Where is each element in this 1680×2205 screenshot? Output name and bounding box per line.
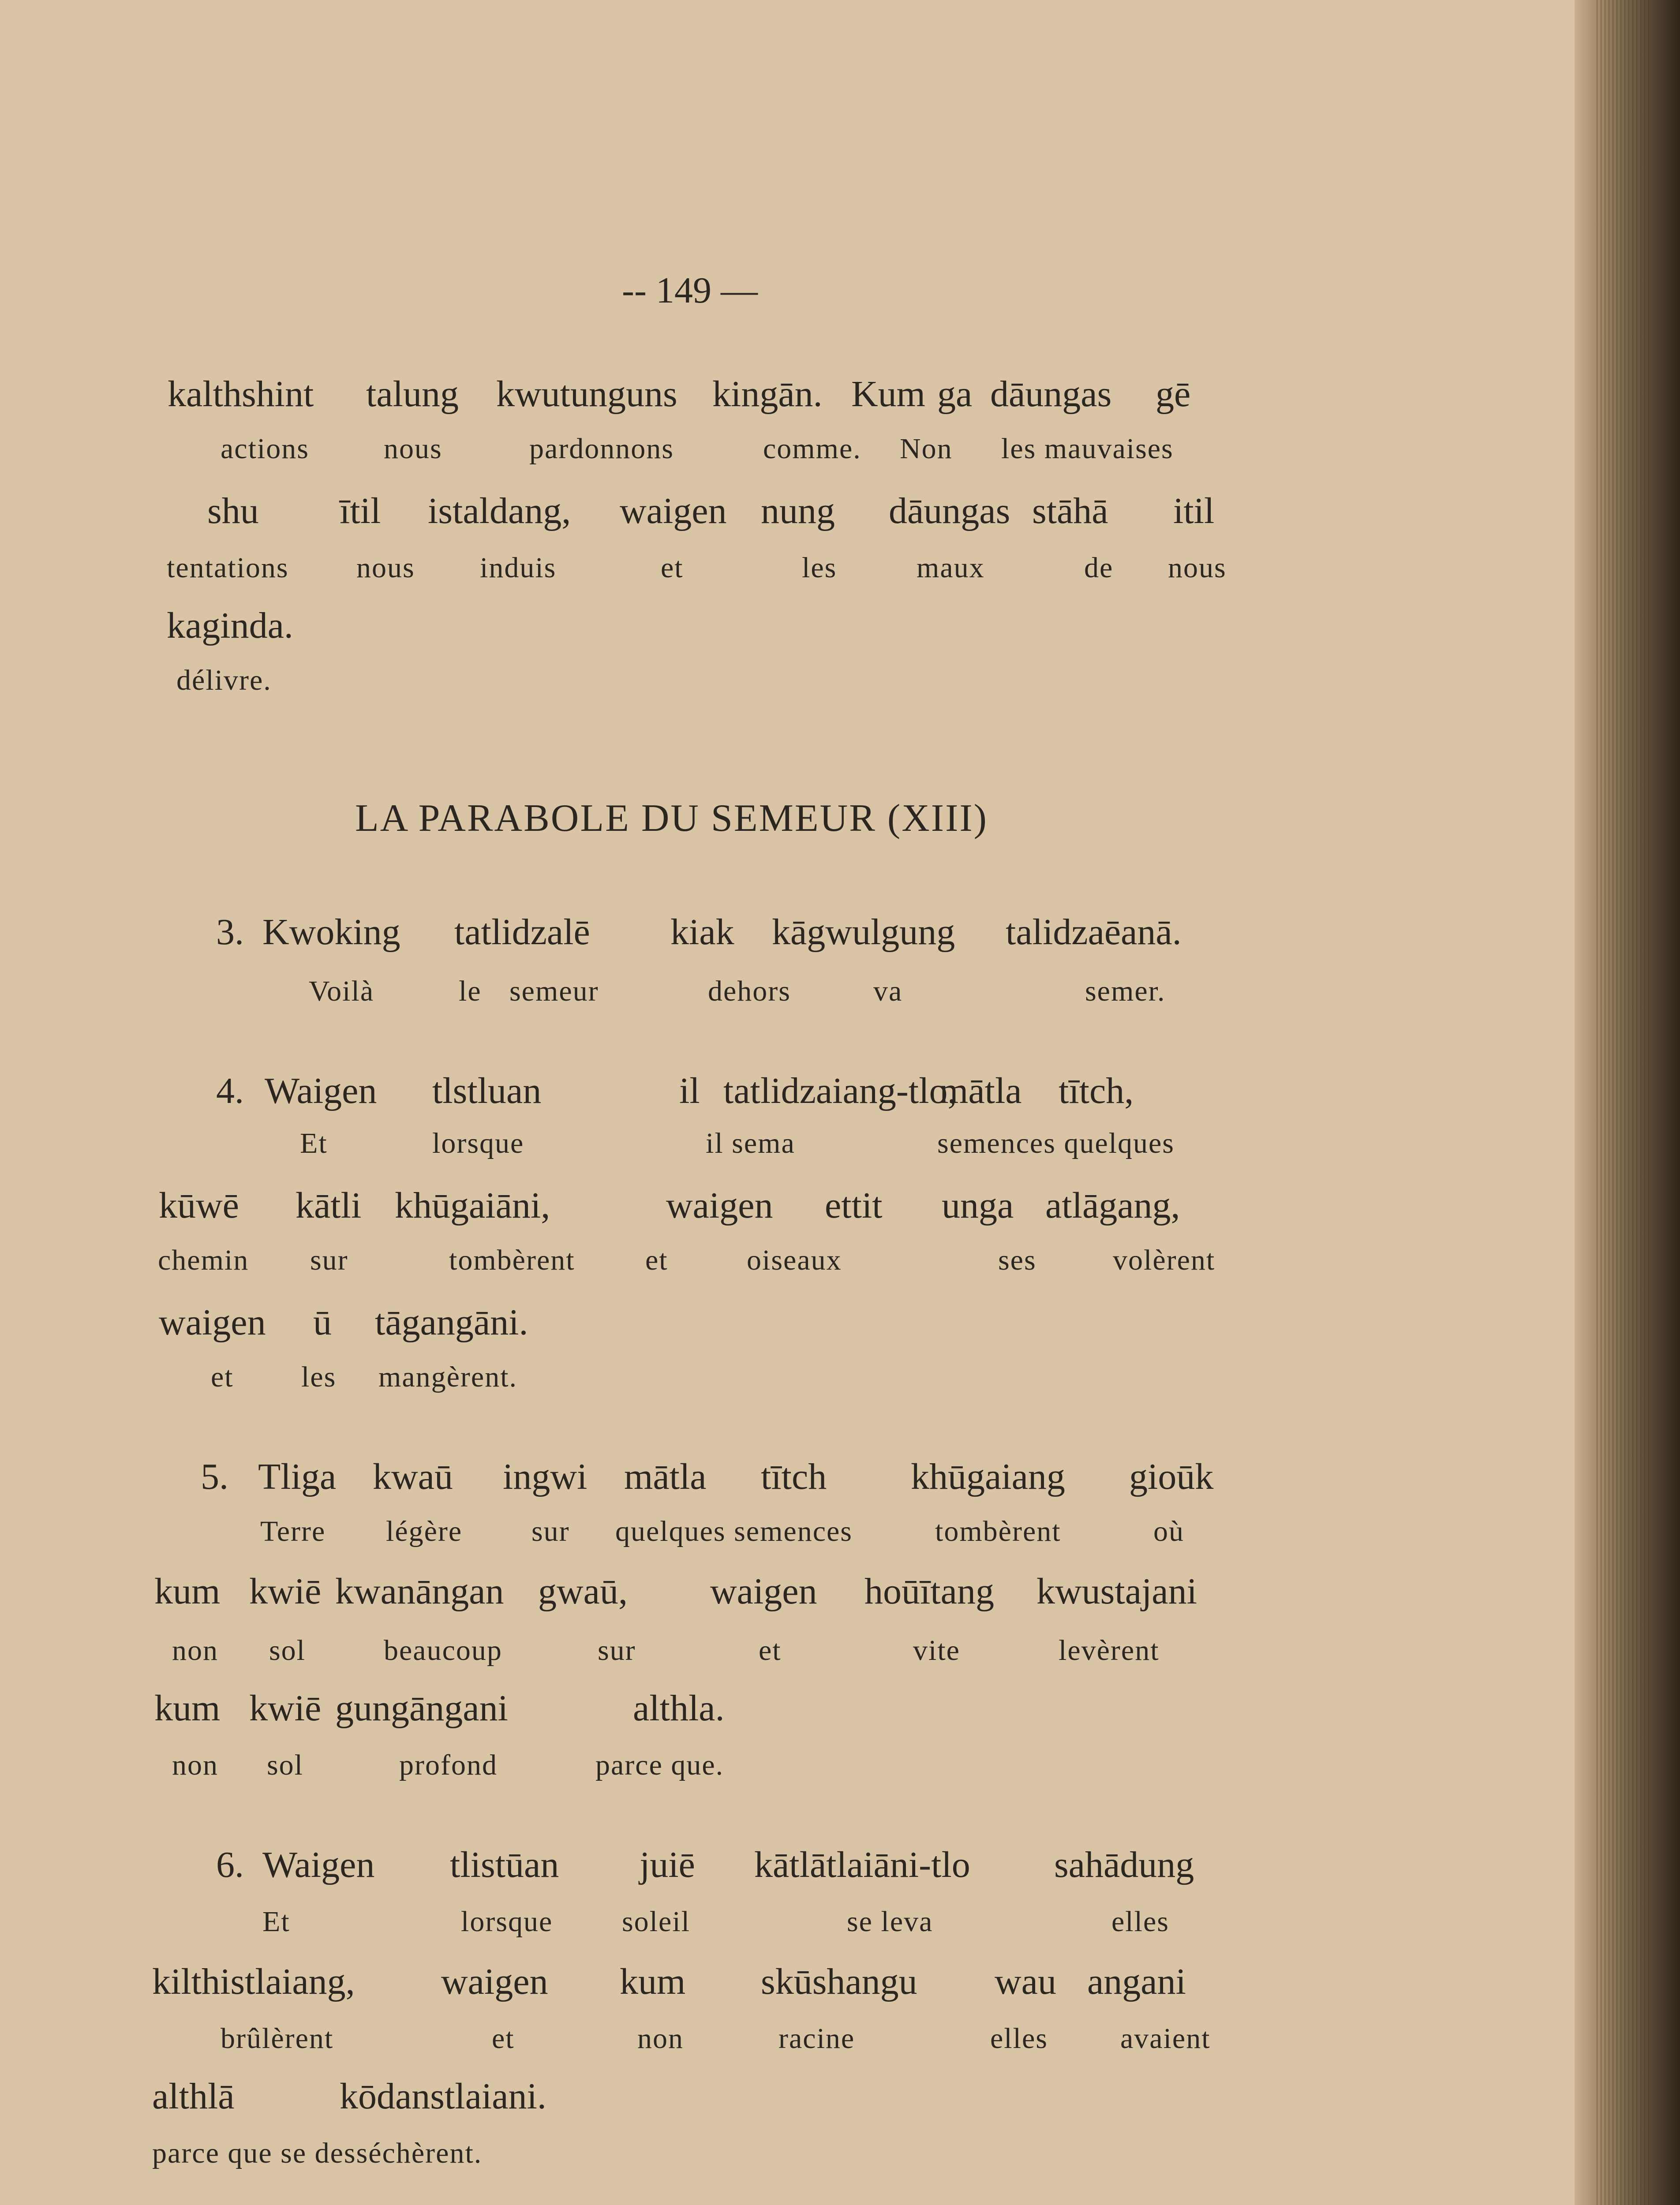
french-word: sol <box>269 1634 306 1667</box>
french-word: brûlèrent <box>221 2022 334 2055</box>
haida-word: althlā <box>152 2076 235 2117</box>
interlinear-line-french <box>260 1515 1231 1550</box>
french-word: volèrent <box>1113 1244 1216 1276</box>
haida-word: kwanāngan <box>335 1571 504 1612</box>
french-word: pardonnons <box>529 433 674 465</box>
french-word: nous <box>356 552 415 584</box>
interlinear-line-haida <box>167 604 387 648</box>
haida-word: kātli <box>296 1185 362 1226</box>
french-word: légère <box>386 1515 463 1547</box>
interlinear-line-french <box>172 1749 789 1784</box>
haida-word: kingān. <box>712 374 823 415</box>
haida-word: waigen <box>159 1302 266 1343</box>
french-word: délivre. <box>176 664 272 696</box>
haida-word: gungāngani <box>335 1688 508 1729</box>
french-word: beaucoup <box>384 1634 502 1667</box>
haida-word: waigen <box>441 1961 548 2002</box>
haida-word: kwaū <box>373 1456 453 1497</box>
french-word: non <box>172 1634 218 1667</box>
haida-word: gioūk <box>1129 1456 1214 1497</box>
haida-word: ga <box>937 374 973 415</box>
verse-number: 6. <box>216 1844 244 1885</box>
haida-word: il <box>679 1070 700 1111</box>
french-word: les mauvaises <box>1001 433 1174 465</box>
haida-word: unga <box>942 1185 1014 1226</box>
haida-word: istaldang, <box>428 490 571 531</box>
page-stack-lines <box>1597 0 1650 2205</box>
interlinear-line-haida <box>152 2075 681 2119</box>
french-word: comme. <box>763 433 861 465</box>
french-word: où <box>1153 1515 1184 1547</box>
interlinear-line-french <box>167 551 1261 587</box>
haida-word: shu <box>207 490 259 531</box>
french-word: et <box>492 2022 515 2055</box>
interlinear-line-haida <box>154 1687 816 1731</box>
haida-word: ītil <box>340 490 381 531</box>
haida-word: ingwi <box>503 1456 587 1497</box>
french-word: de <box>1084 552 1114 584</box>
interlinear-line-french <box>172 1634 1239 1669</box>
interlinear-line-french <box>300 1127 1253 1162</box>
french-word: se leva <box>847 1906 933 1938</box>
french-word: vite <box>913 1634 960 1667</box>
french-word: quelques semences <box>615 1515 853 1547</box>
french-word: et <box>211 1361 234 1393</box>
french-word: Et <box>262 1906 290 1938</box>
page-number: -- 149 — <box>622 270 758 311</box>
haida-word: khūgaiang <box>911 1456 1065 1497</box>
haida-word: kāgwulgung <box>772 912 955 953</box>
french-word: sol <box>267 1749 304 1781</box>
french-word: avaient <box>1120 2022 1211 2055</box>
french-word: les <box>802 552 837 584</box>
french-word: semences quelques <box>937 1127 1175 1159</box>
french-word: Terre <box>260 1515 326 1547</box>
haida-word: talung <box>366 374 459 415</box>
haida-word: kwutunguns <box>496 374 677 415</box>
french-word: racine <box>778 2022 855 2055</box>
french-word: soleil <box>622 1906 690 1938</box>
haida-word: Waigen <box>265 1070 377 1111</box>
haida-word: kātlātlaiāni-tlo <box>754 1844 970 1885</box>
interlinear-line-haida <box>201 1455 1259 1499</box>
french-word: le <box>459 975 482 1007</box>
haida-word: Kwoking <box>262 912 400 953</box>
french-word: lorsque <box>461 1906 553 1938</box>
interlinear-line-french <box>221 432 1261 467</box>
interlinear-line-haida <box>168 373 1253 417</box>
haida-word: atlāgang, <box>1045 1185 1180 1226</box>
french-word: dehors <box>708 975 791 1007</box>
french-word: maux <box>917 552 985 584</box>
french-word: elles <box>990 2022 1048 2055</box>
french-word: semer. <box>1085 975 1166 1007</box>
french-word: elles <box>1111 1906 1169 1938</box>
french-word: tombèrent <box>449 1244 575 1276</box>
haida-word: kum <box>620 1961 686 2002</box>
french-word: semeur <box>509 975 599 1007</box>
haida-word: kaginda. <box>167 605 293 646</box>
french-word: et <box>661 552 684 584</box>
haida-word: sahādung <box>1054 1844 1194 1885</box>
haida-word: Kum <box>851 374 925 415</box>
french-word: et <box>645 1244 668 1276</box>
interlinear-line-french <box>262 1905 1211 1940</box>
french-word: sur <box>531 1515 570 1547</box>
french-word: nous <box>1168 552 1227 584</box>
interlinear-line-french <box>309 975 1244 1010</box>
interlinear-line-haida <box>207 490 1253 534</box>
haida-word: waigen <box>710 1571 817 1612</box>
french-word: Et <box>300 1127 328 1159</box>
haida-word: angani <box>1087 1961 1186 2002</box>
haida-word: kōdanstlaiani. <box>340 2076 546 2117</box>
verse-number: 5. <box>201 1456 228 1497</box>
french-word: non <box>172 1749 218 1781</box>
haida-word: tatlidzaiang-tlo, <box>723 1070 957 1111</box>
haida-word: gē <box>1156 374 1191 415</box>
interlinear-line-haida <box>152 1960 1246 2004</box>
interlinear-line-haida <box>216 1069 1231 1114</box>
haida-word: kum <box>154 1688 221 1729</box>
french-word: oiseaux <box>747 1244 842 1276</box>
haida-word: kūwē <box>159 1185 239 1226</box>
french-word: nous <box>384 433 442 465</box>
haida-word: ū <box>313 1302 332 1343</box>
verse-number: 4. <box>216 1070 244 1111</box>
haida-word: tatlidzalē <box>454 912 590 953</box>
haida-word: juiē <box>640 1844 695 1885</box>
french-word: profond <box>399 1749 498 1781</box>
interlinear-line-haida <box>159 1184 1239 1228</box>
interlinear-line-french <box>176 664 397 699</box>
interlinear-line-french <box>152 2137 637 2172</box>
french-word: parce que se desséchèrent. <box>152 2137 483 2169</box>
haida-word: mātla <box>939 1070 1022 1111</box>
french-word: induis <box>480 552 557 584</box>
interlinear-line-french <box>211 1360 784 1396</box>
haida-word: Tliga <box>258 1456 337 1497</box>
haida-word: kilthistlaiang, <box>152 1961 355 2002</box>
interlinear-line-haida <box>159 1301 732 1345</box>
verse-number: 3. <box>216 912 244 953</box>
french-word: actions <box>221 433 309 465</box>
interlinear-line-haida <box>154 1570 1257 1614</box>
haida-word: kwiē <box>249 1571 322 1612</box>
french-word: sur <box>310 1244 348 1276</box>
haida-word: nung <box>761 490 835 531</box>
french-word: parce que. <box>595 1749 724 1781</box>
haida-word: kalthshint <box>168 374 314 415</box>
interlinear-line-haida <box>216 911 1261 955</box>
haida-word: tlistūan <box>450 1844 559 1885</box>
haida-word: tītch <box>761 1456 827 1497</box>
french-word: levèrent <box>1059 1634 1160 1667</box>
haida-word: ettit <box>825 1185 883 1226</box>
haida-word: waigen <box>666 1185 773 1226</box>
french-word: sur <box>598 1634 636 1667</box>
haida-word: talidzaēanā. <box>1006 912 1182 953</box>
french-word: les <box>301 1361 337 1393</box>
section-title: LA PARABOLE DU SEMEUR (XIII) <box>355 797 988 840</box>
interlinear-line-french <box>158 1244 1238 1279</box>
haida-word: mātla <box>624 1456 707 1497</box>
haida-word: kiak <box>670 912 734 953</box>
haida-word: skūshangu <box>761 1961 917 2002</box>
french-word: lorsque <box>432 1127 524 1159</box>
haida-word: dāungas <box>990 374 1112 415</box>
french-word: il sema <box>706 1127 795 1159</box>
haida-word: waigen <box>620 490 727 531</box>
french-word: non <box>637 2022 684 2055</box>
haida-word: tlstluan <box>432 1070 542 1111</box>
haida-word: dāungas <box>889 490 1010 531</box>
haida-word: althla. <box>633 1688 725 1729</box>
haida-word: khūgaiāni, <box>395 1185 550 1226</box>
haida-word: tāgangāni. <box>375 1302 528 1343</box>
french-word: va <box>873 975 903 1007</box>
haida-word: gwaū, <box>538 1571 628 1612</box>
french-word: Non <box>900 433 953 465</box>
haida-word: tītch, <box>1059 1070 1134 1111</box>
french-word: ses <box>998 1244 1036 1276</box>
haida-word: stāhā <box>1032 490 1108 531</box>
haida-word: kwiē <box>249 1688 322 1729</box>
interlinear-line-haida <box>216 1843 1244 1887</box>
french-word: tombèrent <box>935 1515 1061 1547</box>
haida-word: itil <box>1173 490 1215 531</box>
french-word: chemin <box>158 1244 249 1276</box>
french-word: et <box>759 1634 782 1667</box>
french-word: Voilà <box>309 975 374 1007</box>
haida-word: kum <box>154 1571 221 1612</box>
french-word: mangèrent. <box>378 1361 518 1393</box>
haida-word: kwustajani <box>1036 1571 1197 1612</box>
haida-word: Waigen <box>262 1844 375 1885</box>
french-word: tentations <box>167 552 289 584</box>
haida-word: wau <box>995 1961 1056 2002</box>
haida-word: hoūītang <box>864 1571 994 1612</box>
interlinear-line-french <box>221 2022 1244 2057</box>
